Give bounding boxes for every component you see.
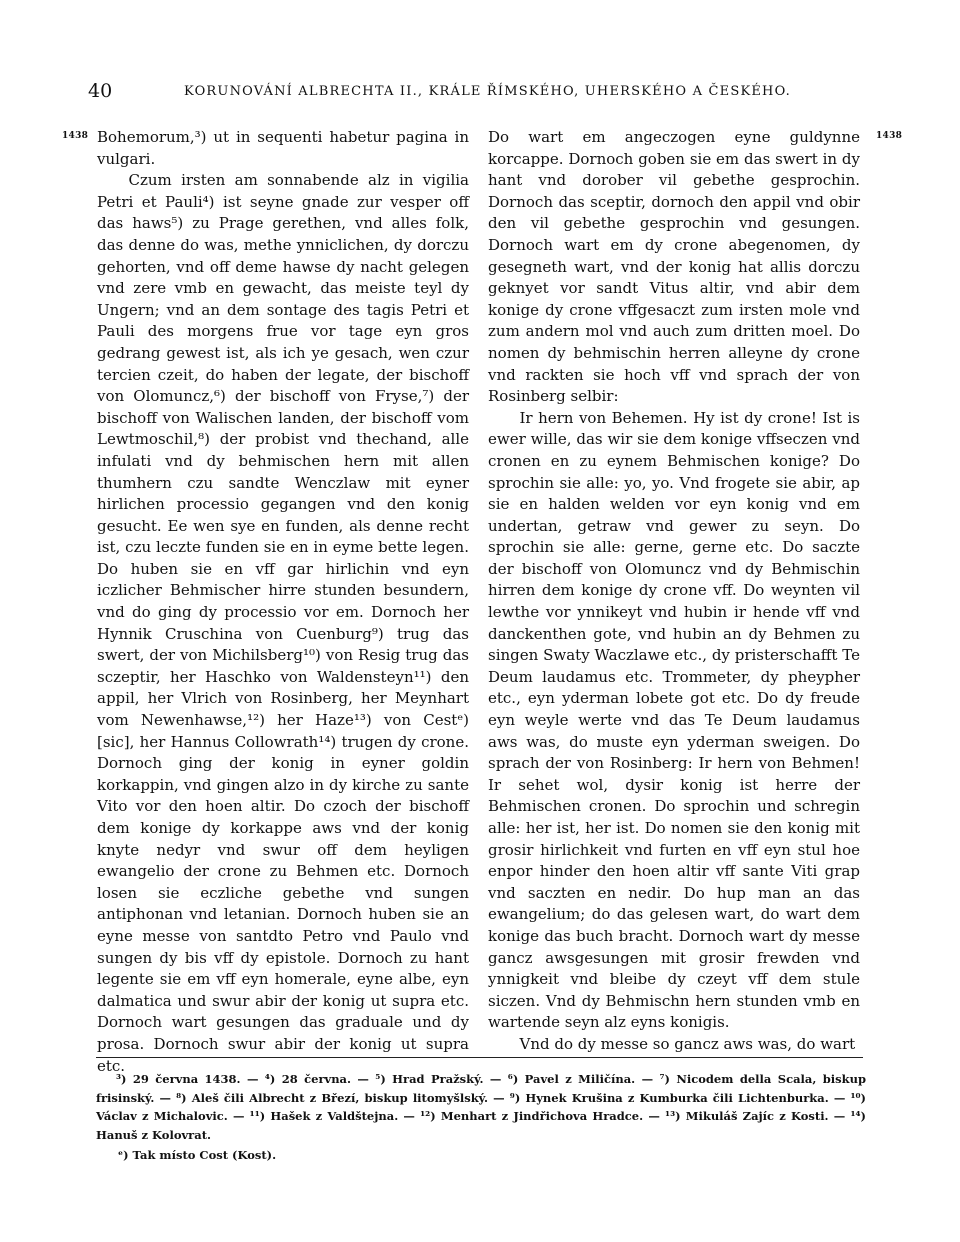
right-column — [488, 127, 860, 1056]
footnotes-main: ³) 29 června 1438. — ⁴) 28 června. — ⁵) Hrad Pražský. — ⁶) Pavel z Miličína. — ⁷) Nicodem della Scala, biskup frisinský. — ⁸) Aleš čili Albrecht z Březí, biskup litomyšlský. — ⁹) Hynek Krušina z Kumburka čili Lichtenburka. — ¹⁰) Václav z Michalovic. — ¹¹) Hašek z Valdštejna. — ¹²) Menhart z Jindřichova Hradce. — ¹³) Mikuláš Zajíc z Kosti. — ¹⁴) Hanuš z Kolovrat. — [96, 1072, 866, 1142]
page-header — [88, 80, 888, 106]
footnotes — [96, 1070, 866, 1165]
right-paragraph-2: Ir hern von Behemen. Hy ist dy crone! Ist is ewer wille, das wir sie dem konige vffseczen vnd cronen en zu eynem Behmischen konige? Do sprochin sie alle: yo, yo. Vnd frogete sie abir, ap sie en halden welden vor eyn konig vnd em undertan, getraw vnd gewer zu seyn. Do sprochin sie alle: gerne, gerne etc. Do saczte der bischoff von Olomuncz vnd dy Behmischin hirren dem konige dy crone vff. Do weynten vil lewthe vor ynnikeyt vnd hubin ir hende vff vnd danckenthen gote, vnd hubin an dy Behmen zu singen Swaty Waczlawe etc., dy pristerschafft Te Deum laudamus etc. Trommeter, dy pheypher etc., eyn yderman lobete got etc. Do dy freude eyn weyle werte vnd das Te Deum laudamus aws was, do muste eyn yderman sweigen. Do sprach der von Rosinberg: Ir hern von Behmen! Ir sehet wol, dysir konig ist herre der Behmischen cronen. Do sprochin und schregin alle: her ist, her ist. Do nomen sie den konig mit grosir hirlichkeit vnd furten en vff eyn stul hoe enpor hinder den hoen altir vff sante Viti grap vnd saczten en nedir. Do hup man an das ewangelium; do das gelesen wart, do wart dem konige das buch bracht. Dornoch wart dy messe gancz awsgesungen mit grosir frewden vnd ynnigkeit vnd bleibe dy czeyt vff dem stule siczen. Vnd dy Behmischn hern stunden vmb en wartende seyn alz eyns konigis. — [488, 408, 860, 1032]
footnote-e: ᵉ) Tak místo Cost (Kost). — [118, 1148, 277, 1162]
right-paragraph-3: Vnd do dy messe so gancz aws was, do wart — [519, 1034, 856, 1053]
left-paragraph-2: Czum irsten am sonnabende alz in vigilia Petri et Pauli⁴) ist seyne gnade zur vesper off das haws⁵) zu Prage gerethen, vnd alles folk, das denne do was, methe ynniclichen, dy dorczu gehorten, vnd off deme hawse dy nacht gelegen vnd zere vmb en gewacht, das meiste teyl dy Ungern; vnd an dem sontage des tagis Petri et Pauli des morgens frue vor tage eyn gros gedrang gewest ist, als ich ye gesach, wen czur tercien czeit, do haben der legate, der bischoff von Olomuncz,⁶) der bischoff von Fryse,⁷) der bischoff von Walischen landen, der bischoff vom Lewtmoschil,⁸) der probist vnd thechand, alle infulati vnd dy behmischen hern mit allen thumhern czu sandte Wenczlaw mit eyner hirlichen processio gegangen vnd den konig gesucht. Ee wen sye en funden, als denne recht ist, czu leczte funden sie en in eyme bette legen. Do huben sie en vff gar hirlichin vnd eyn iczlicher Behmischer hirre stunden besundern, vnd do ging dy processio vor em. Dornoch her Hynnik Cruschina von Cuenburg⁹) trug das swert, der von Michilsberg¹⁰) von Resig trug das sczeptir, her Haschko von Waldensteyn¹¹) den appil, her Vlrich von Rosinberg, her Meynhart vom Newenhawse,¹²) her Haze¹³) von Cestᵉ) [sic], her Hannus Collowrath¹⁴) trugen dy crone. Dornoch ging der konig in eyner goldin korkappin, vnd gingen alzo in dy kirche zu sante Vito vor den hoen altir. Do czoch der bischoff dem konige dy korkappe aws vnd der konig knyte nedyr vnd swur off dem heyligen ewangelio der crone zu Behmen etc. Dornoch losen sie eczliche gebethe vnd sungen antiphonan vnd letanian. Dornoch huben sie an eyne messe von santdto Petro vnd Paulo vnd sungen dy bis vff dy epistole. Dornoch zu hant legente sie em vff eyn homerale, eyne albe, eyn dalmatica und swur abir der konig ut supra etc. Dornoch wart gesungen das graduale und dy prosa. Dornoch swur abir der konig ut supra etc. — [97, 171, 469, 1075]
page-number: 40 — [88, 80, 113, 102]
margin-year-right: 1438 — [876, 131, 903, 141]
right-paragraph-1: Do wart em angeczogen eyne guldynne korcappe. Dornoch goben sie em das swert in dy hant vnd dorober vil gebethe gesprochin. Dornoch das sceptir, dornoch den appil vnd obir den vil gebethe gesprochin vnd gesungen. Dornoch wart em dy crone abegenomen, dy gesegneth wart, vnd der konig hat allis dorczu geknyet vor sandt Vitus altir, vnd abir dem konige dy crone vffgesaczt zum irsten mole vnd zum andern mol vnd auch zum dritten moel. Do nomen dy behmischin herren alleyne dy crone vnd rackten sie hoch vff vnd sprach der von Rosinberg selbir: — [488, 128, 860, 406]
left-paragraph-1: Bohemorum,³) ut in sequenti habetur pagina in vulgari. — [97, 128, 469, 168]
left-column — [97, 127, 469, 1077]
margin-year-left: 1438 — [62, 131, 89, 141]
footnote-divider — [96, 1057, 863, 1058]
running-title: KORUNOVÁNÍ ALBRECHTA II., KRÁLE ŘÍMSKÉHO, UHERSKÉHO A ČESKÉHO. — [184, 84, 792, 99]
